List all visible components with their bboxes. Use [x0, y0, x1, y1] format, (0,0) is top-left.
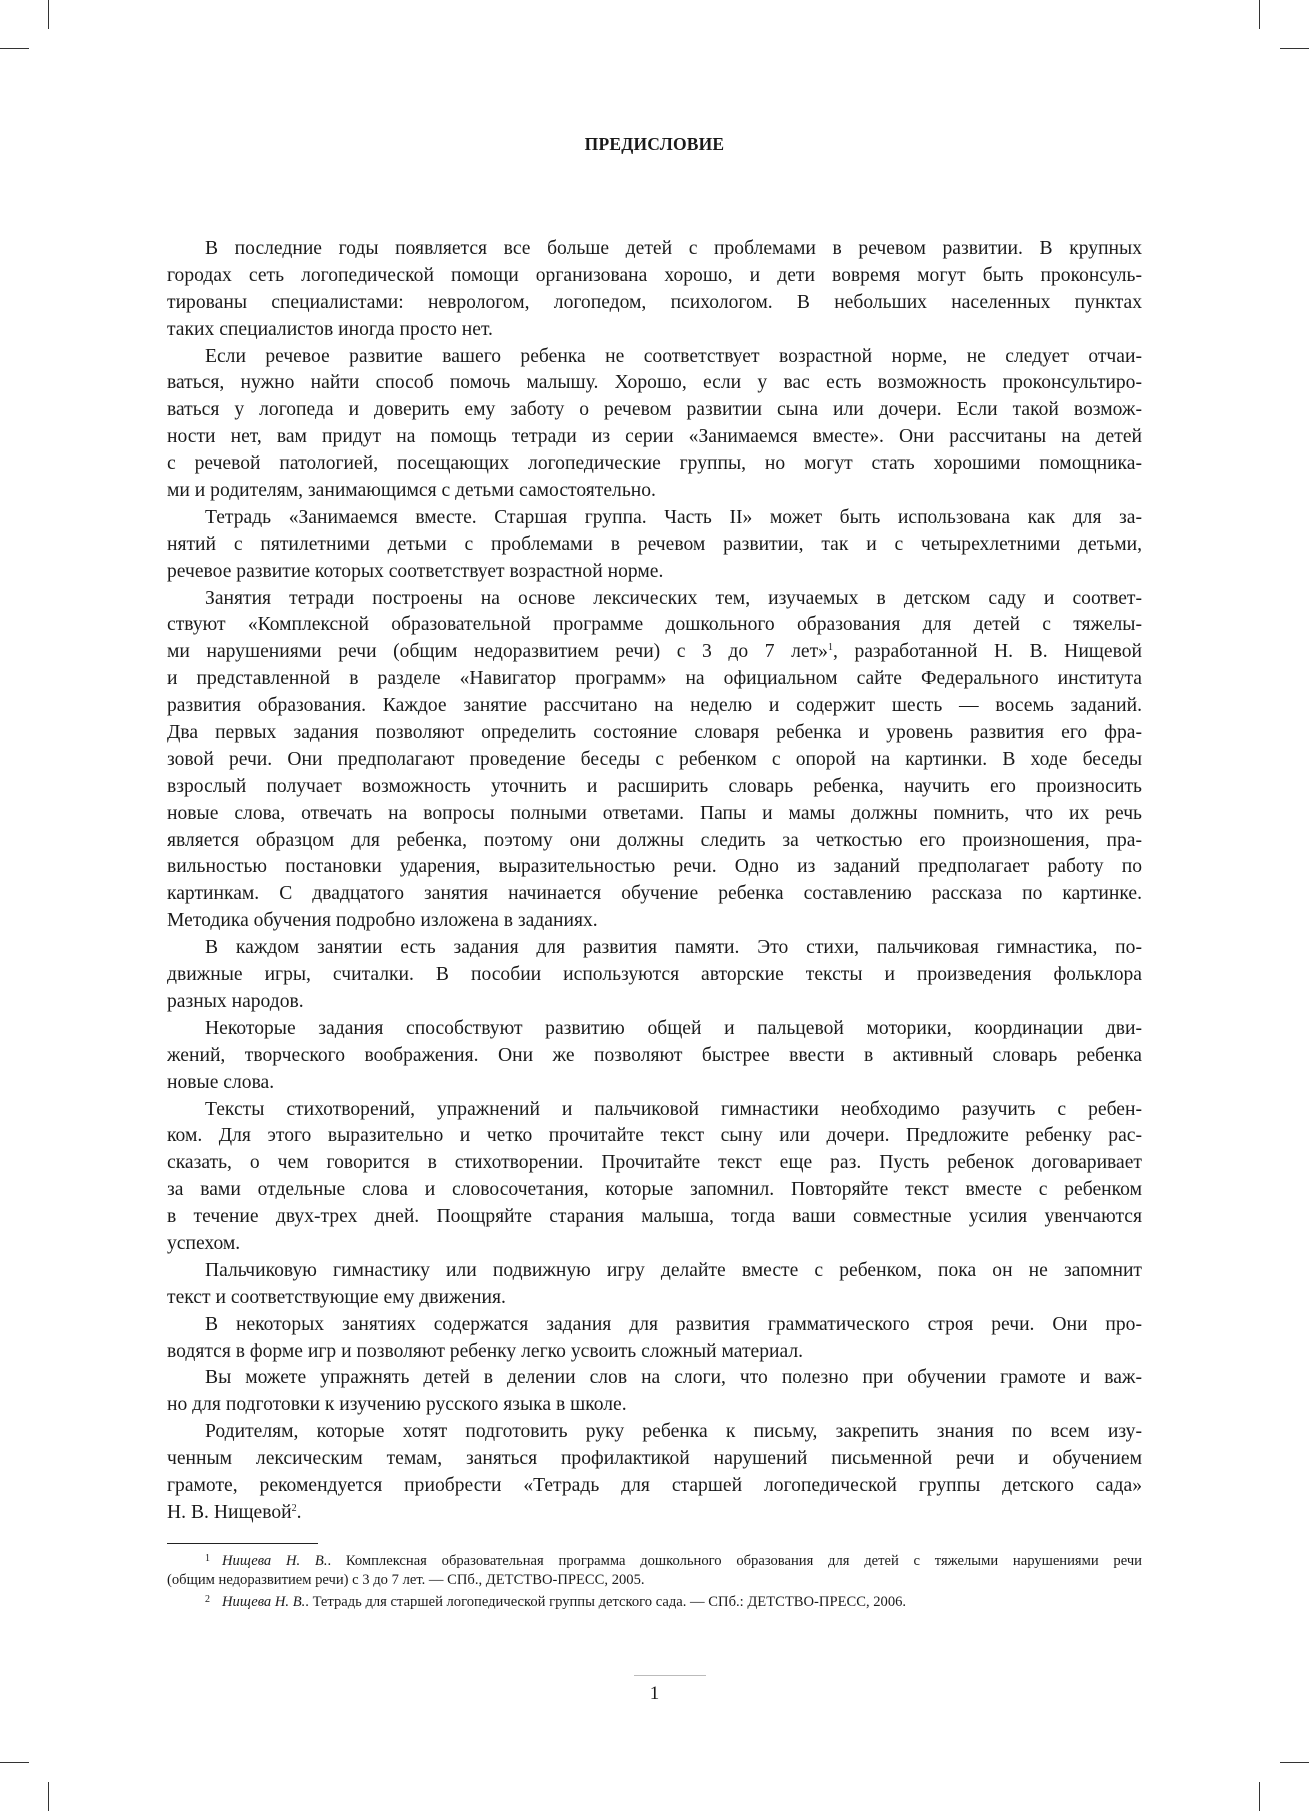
body-text	[167, 236, 1142, 1527]
text-line: вильностью постановки ударения, выразительностью речи. Одно из заданий предполагает работу по	[167, 856, 1142, 878]
footnote-number: 2	[205, 1594, 210, 1605]
text-line: Если речевое развитие вашего ребенка не соответствует возрастной норме, не следует отчаи-	[205, 345, 1142, 367]
crop-mark	[1280, 48, 1309, 49]
text-line: В последние годы появляется все больше детей с проблемами в речевом развитии. В крупных	[205, 238, 1142, 259]
text-line: ком. Для этого выразительно и четко прочитайте текст сыну или дочери. Предложите ребенку рас-	[167, 1125, 1142, 1147]
text-line: в течение двух-трех дней. Поощряйте старания малыша, тогда ваши совместные усилия увенчаются	[167, 1206, 1142, 1228]
footnote-ref: 1	[827, 642, 833, 654]
text-line: Некоторые задания способствуют развитию общей и пальцевой моторики, координации дви-	[205, 1017, 1142, 1039]
crop-mark	[48, 1782, 49, 1811]
text-line: Пальчиковую гимнастику или подвижную игру делайте вместе с ребенком, пока он не запомнит	[205, 1259, 1142, 1281]
text-line: речевое развитие которых соответствует возрастной норме.	[167, 560, 664, 582]
text-line: ваться, нужно найти способ помочь малышу. Хорошо, если у вас есть возможность проконсультиро-	[167, 372, 1142, 394]
text-line: с речевой патологией, посещающих логопедические группы, но могут стать хорошими помощника-	[167, 453, 1142, 475]
text-line: жений, творческого воображения. Они же позволяют быстрее ввести в активный словарь ребенка	[167, 1044, 1142, 1066]
text-line: но для подготовки к изучению русского языка в школе.	[167, 1394, 627, 1416]
crop-mark	[1259, 1782, 1260, 1811]
text-line: движные игры, считалки. В пособии используются авторские тексты и произведения фольклора	[167, 964, 1142, 986]
crop-mark	[0, 48, 29, 49]
text-line: Методика обучения подробно изложена в заданиях.	[167, 910, 598, 932]
text-line: ности нет, вам придут на помощь тетради из серии «Занимаемся вместе». Они рассчитаны на детей	[167, 426, 1142, 448]
text-line: является образцом для ребенка, поэтому они должны следить за четкостью его произношения, пра-	[167, 829, 1142, 851]
text-line: водятся в форме игр и позволяют ребенку легко усвоить сложный материал.	[167, 1340, 804, 1362]
text-line: Вы можете упражнять детей в делении слов на слоги, что полезно при обучении грамоте и важ-	[205, 1367, 1142, 1389]
text-line: В некоторых занятиях содержатся задания для развития грамматического строя речи. Они про-	[205, 1313, 1142, 1335]
footnotes	[167, 1549, 1142, 1611]
text-line: разных народов.	[167, 990, 304, 1012]
text-line: Тетрадь «Занимаемся вместе. Старшая группа. Часть II» может быть использована как для за-	[205, 506, 1142, 528]
footnote-author: Нищева Н. В.	[222, 1594, 306, 1610]
text-line: успехом.	[167, 1232, 241, 1254]
text-line: развития образования. Каждое занятие рассчитано на неделю и содержит шесть — восемь заданий.	[167, 695, 1142, 717]
footnote-divider	[167, 1543, 318, 1544]
text-line: новые слова, отвечать на вопросы полными ответами. Папы и мамы должны помнить, что их речь	[167, 802, 1142, 824]
text-line: грамоте, рекомендуется приобрести «Тетрадь для старшей логопедической группы детского сада»	[167, 1474, 1142, 1496]
text-line: тированы специалистами: неврологом, логопедом, психологом. В небольших населенных пунктах	[167, 291, 1142, 313]
footnote: $^2$ Нищева Н. В.. Тетрадь для старшей логопедической группы детского сада. — СПб.: ДЕТСТВО-ПРЕСС, 2006.	[205, 1594, 907, 1610]
text-line: картинкам. С двадцатого занятия начинается обучение ребенка составлению рассказа по картинке.	[167, 883, 1142, 905]
text-line: ствуют «Комплексной образовательной программе дошкольного образования для детей с тяжелы-	[167, 614, 1142, 636]
text-line: за вами отдельные слова и словосочетания, которые запомнил. Повторяйте текст вместе с ребенком	[167, 1179, 1142, 1201]
page-number: 1	[649, 1683, 660, 1704]
crop-mark	[1280, 1762, 1309, 1763]
crop-mark	[0, 1762, 29, 1763]
text-line: сказать, о чем говорится в стихотворении. Прочитайте текст еще раз. Пусть ребенок договаривает	[167, 1152, 1142, 1174]
text-line: и представленной в разделе «Навигатор программ» на официальном сайте Федерального института	[167, 668, 1142, 690]
text-line: взрослый получает возможность уточнить и расширить словарь ребенка, научить его произносить	[167, 775, 1142, 797]
text-line: ми нарушениями речи (общим недоразвитием речи) с 3 до 7 лет»$^1$, разработанной Н. В. Нищевой	[167, 641, 1142, 663]
text-line: Н. В. Нищевой$^2$.	[167, 1501, 302, 1523]
text-line: Тексты стихотворений, упражнений и пальчиковой гимнастики необходимо разучить с ребен-	[205, 1098, 1142, 1120]
text-line: ваться у логопеда и доверить ему заботу о речевом развитии сына или дочери. Если такой возмож-	[167, 399, 1142, 421]
text-line: текст и соответствующие ему движения.	[167, 1286, 506, 1308]
footnote-author: Нищева Н. В.	[222, 1553, 328, 1569]
crop-mark	[48, 0, 49, 29]
text-line: городах сеть логопедической помощи организована хорошо, и дети вовремя могут быть проконсуль-	[167, 264, 1142, 286]
footnote-ref: 2	[291, 1502, 297, 1514]
text-line: нятий с пятилетними детьми с проблемами в речевом развитии, так и с четырехлетними детьми,	[167, 533, 1142, 555]
text-line: Два первых задания позволяют определить состояние словаря ребенка и уровень развития его фра-	[167, 722, 1142, 744]
footnote-number: 1	[205, 1553, 210, 1564]
page-number-divider	[634, 1675, 706, 1676]
text-line: таких специалистов иногда просто нет.	[167, 318, 493, 340]
text-line: ченным лексическим темам, заняться профилактикой нарушений письменной речи и обучением	[167, 1448, 1142, 1470]
text-line: зовой речи. Они предполагают проведение беседы с ребенком с опорой на картинки. В ходе беседы	[167, 748, 1142, 770]
text-line: ми и родителям, занимающимся с детьми самостоятельно.	[167, 480, 656, 502]
page-title: ПРЕДИСЛОВИЕ	[584, 134, 725, 154]
footnote: $^1$ Нищева Н. В.. Комплексная образовательная программа дошкольного образования для детей с тяжелыми нарушениями речи	[205, 1553, 1142, 1569]
text-line: Родителям, которые хотят подготовить руку ребенка к письму, закрепить знания по всем изу-	[205, 1421, 1142, 1443]
text-line: В каждом занятии есть задания для развития памяти. Это стихи, пальчиковая гимнастика, по-	[205, 937, 1142, 959]
text-line: новые слова.	[167, 1071, 275, 1093]
footnote-continuation: (общим недоразвитием речи) с 3 до 7 лет. — СПб., ДЕТСТВО-ПРЕСС, 2005.	[167, 1571, 645, 1588]
text-line: Занятия тетради построены на основе лексических тем, изучаемых в детском саду и соответ-	[205, 587, 1142, 609]
crop-mark	[1259, 0, 1260, 29]
